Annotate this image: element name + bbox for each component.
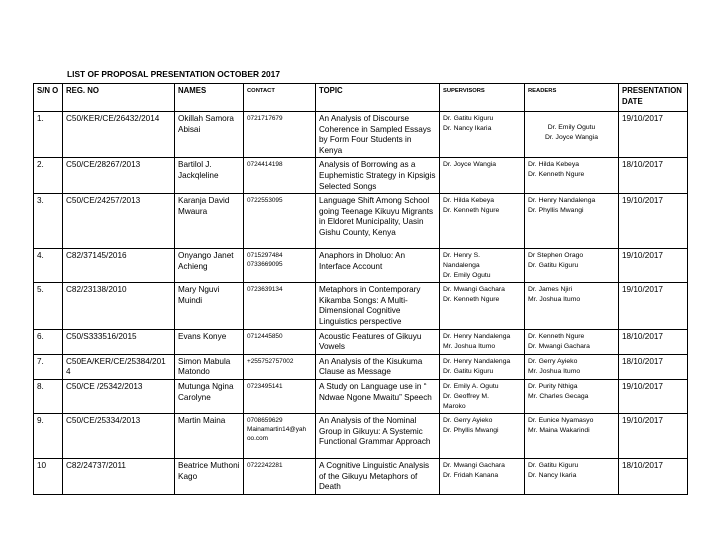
- cell-sno: 2.: [34, 158, 63, 194]
- reader-name: Dr. Emily Ogutu: [547, 124, 596, 131]
- cell-reg-no: C50EA/KER/CE/25384/201 4: [63, 354, 175, 379]
- cell-supervisors: [440, 379, 525, 413]
- reader-name: Dr. Gatitu Kiguru: [528, 461, 579, 469]
- cell-name: Martin Maina: [175, 413, 244, 458]
- email-address: oo.com: [247, 434, 268, 442]
- table-row: [34, 283, 688, 329]
- cell-topic: An Analysis of the Nominal Group in Gikuyu: A Systemic Functional Grammar Approach: [316, 413, 440, 458]
- header-names: NAMES: [175, 84, 244, 112]
- cell-date: 18/10/2017: [619, 158, 688, 194]
- header-topic: TOPIC: [316, 84, 440, 112]
- cell-sno: 1.: [34, 112, 63, 158]
- reader-name: Dr. Henry Nandalenga: [528, 197, 596, 205]
- cell-supervisors: [440, 194, 525, 249]
- supervisor-name: Dr. Gerry Ayieko: [443, 416, 493, 424]
- cell-contact: 0722242281: [244, 458, 316, 494]
- supervisor-name: Dr. Henry S.: [443, 252, 481, 260]
- cell-name: Simon Mabula Matondo: [175, 354, 244, 379]
- cell-reg-no: C50/CE/24257/2013: [63, 194, 175, 249]
- cell-reg-no: C82/37145/2016: [63, 249, 175, 283]
- cell-readers: [525, 458, 619, 494]
- cell-contact: 0724414198: [244, 158, 316, 194]
- header-reg-no: REG. NO: [63, 84, 175, 112]
- cell-readers: [525, 329, 619, 354]
- supervisor-name: Maroko: [443, 402, 466, 410]
- table-row: [34, 379, 688, 413]
- cell-reg-no: C50/KER/CE/26432/2014: [63, 112, 175, 158]
- header-supervisors: SUPERVISORS: [440, 84, 525, 112]
- cell-topic: A Study on Language use in “ Ndwae Ngone Mwaitu” Speech: [316, 379, 440, 413]
- supervisor-name: Dr. Hilda Kebeya: [443, 197, 495, 205]
- supervisor-name: Dr. Mwangi Gachara: [443, 286, 505, 294]
- supervisor-name: Nandalenga: [443, 262, 480, 270]
- table-row: [34, 112, 688, 158]
- supervisor-name: Mr. Joshua Itumo: [443, 342, 496, 350]
- cell-sno: 9.: [34, 413, 63, 458]
- cell-sno: 3.: [34, 194, 63, 249]
- cell-supervisors: [440, 354, 525, 379]
- reader-name: Dr. Gatitu Kiguru: [528, 262, 579, 270]
- reader-name: Dr. James Njiri: [528, 286, 573, 294]
- cell-name: Karanja David Mwaura: [175, 194, 244, 249]
- reader-name: Dr. Gerry Ayieko: [528, 357, 578, 365]
- cell-date: 18/10/2017: [619, 354, 688, 379]
- cell-readers: [525, 112, 619, 158]
- table-row: [34, 413, 688, 458]
- cell-reg-no: C82/24737/2011: [63, 458, 175, 494]
- cell-topic: Language Shift Among School going Teenage Kikuyu Migrants in Eldoret Municipality, Uasin Gishu County, Kenya: [316, 194, 440, 249]
- reader-name: Dr. Purity Nthiga: [528, 382, 578, 390]
- cell-name: Okillah Samora Abisai: [175, 112, 244, 158]
- reader-name: Dr. Kenneth Ngure: [528, 332, 585, 340]
- supervisor-name: Dr. Kenneth Ngure: [443, 207, 500, 215]
- cell-sno: 6.: [34, 329, 63, 354]
- supervisor-name: Dr. Geoffrey M.: [443, 392, 489, 400]
- phone-number: 0733669095: [247, 261, 283, 269]
- cell-name: Onyango Janet Achieng: [175, 249, 244, 283]
- cell-reg-no: C50/CE /25342/2013: [63, 379, 175, 413]
- cell-contact: 0722553095: [244, 194, 316, 249]
- table-row: [34, 158, 688, 194]
- header-readers: READERS: [525, 84, 619, 112]
- reader-name: Dr. Phyllis Mwangi: [528, 207, 584, 215]
- cell-date: 19/10/2017: [619, 194, 688, 249]
- supervisor-name: Dr. Gatitu Kiguru: [443, 367, 494, 375]
- cell-readers: [525, 249, 619, 283]
- document-title: LIST OF PROPOSAL PRESENTATION OCTOBER 2017: [67, 69, 280, 79]
- cell-readers: [525, 283, 619, 329]
- table-row: [34, 249, 688, 283]
- supervisor-name: Dr. Kenneth Ngure: [443, 296, 500, 304]
- cell-reg-no: C50/S333516/2015: [63, 329, 175, 354]
- header-presentation-date: PRESENTATION DATE: [619, 84, 688, 112]
- cell-name: Mutunga Ngina Carolyne: [175, 379, 244, 413]
- header-contact: CONTACT: [244, 84, 316, 112]
- cell-date: 19/10/2017: [619, 249, 688, 283]
- supervisor-name: Dr. Joyce Wangia: [443, 161, 497, 169]
- cell-supervisors: [440, 249, 525, 283]
- cell-contact: +255752757002: [244, 354, 316, 379]
- cell-date: 19/10/2017: [619, 413, 688, 458]
- cell-supervisors: [440, 158, 525, 194]
- cell-readers: [525, 194, 619, 249]
- cell-topic: Metaphors in Contemporary Kikamba Songs: A Multi-Dimensional Cognitive Linguistics perspective: [316, 283, 440, 329]
- reader-name: Dr. Kenneth Ngure: [528, 171, 585, 179]
- cell-supervisors: [440, 413, 525, 458]
- cell-contact: 0723495141: [244, 379, 316, 413]
- cell-name: Evans Konye: [175, 329, 244, 354]
- cell-readers: [525, 354, 619, 379]
- cell-name: Beatrice Muthoni Kago: [175, 458, 244, 494]
- table-row: [34, 194, 688, 249]
- cell-reg-no: C50/CE/25334/2013: [63, 413, 175, 458]
- cell-date: 19/10/2017: [619, 283, 688, 329]
- cell-date: 18/10/2017: [619, 329, 688, 354]
- cell-sno: 4.: [34, 249, 63, 283]
- cell-topic: Analysis of Borrowing as a Euphemistic Strategy in Kipsigis Selected Songs: [316, 158, 440, 194]
- reader-name: Dr. Hilda Kebeya: [528, 161, 580, 169]
- table-header-row: [34, 84, 688, 112]
- cell-topic: An Analysis of Discourse Coherence in Sampled Essays by Form Four Students in Kenya: [316, 112, 440, 158]
- supervisor-name: Dr. Emily A. Ogutu: [443, 382, 499, 390]
- supervisor-name: Dr. Phyllis Mwangi: [443, 426, 499, 434]
- cell-readers: [525, 413, 619, 458]
- supervisor-name: Dr. Emily Ogutu: [443, 272, 491, 280]
- supervisor-name: Dr. Mwangi Gachara: [443, 461, 505, 469]
- cell-contact: 0712445850: [244, 329, 316, 354]
- reader-name: Mr. Maina Wakarindi: [528, 426, 590, 434]
- cell-topic: A Cognitive Linguistic Analysis of the Gikuyu Metaphors of Death: [316, 458, 440, 494]
- cell-contact: [244, 249, 316, 283]
- cell-sno: 7.: [34, 354, 63, 379]
- phone-number: 0708659629: [247, 416, 283, 424]
- supervisor-name: Dr. Fridah Kanana: [443, 471, 499, 479]
- cell-contact: 0723639134: [244, 283, 316, 329]
- reader-name: Mr. Joshua Itumo: [528, 367, 581, 375]
- cell-readers: [525, 158, 619, 194]
- cell-sno: 10: [34, 458, 63, 494]
- reader-name: Dr. Eunice Nyamasyo: [528, 416, 594, 424]
- reader-name: Dr Stephen Orago: [528, 252, 584, 260]
- header-sno: S/N O: [34, 84, 63, 112]
- cell-reg-no: C50/CE/28267/2013: [63, 158, 175, 194]
- supervisor-name: Dr. Henry Nandalenga: [443, 357, 511, 365]
- reader-name: Dr. Joyce Wangia: [544, 134, 598, 141]
- presentation-table: [33, 83, 688, 495]
- reader-name: Dr. Nancy Ikaria: [528, 471, 577, 479]
- cell-topic: An Analysis of the Kisukuma Clause as Message: [316, 354, 440, 379]
- phone-number: 0715297484: [247, 252, 283, 260]
- cell-name: Mary Nguvi Muindi: [175, 283, 244, 329]
- cell-reg-no: C82/23138/2010: [63, 283, 175, 329]
- cell-supervisors: [440, 458, 525, 494]
- cell-supervisors: [440, 329, 525, 354]
- supervisor-name: Dr. Nancy Ikaria: [443, 125, 492, 132]
- table-row: [34, 329, 688, 354]
- cell-contact: 0721717679: [244, 112, 316, 158]
- cell-sno: 5.: [34, 283, 63, 329]
- reader-name: Mr. Charles Gecaga: [528, 392, 589, 400]
- reader-name: Dr. Mwangi Gachara: [528, 342, 590, 350]
- cell-topic: Anaphors in Dholuo: An Interface Account: [316, 249, 440, 283]
- cell-date: 19/10/2017: [619, 112, 688, 158]
- table-row: [34, 458, 688, 494]
- cell-topic: Acoustic Features of Gikuyu Vowels: [316, 329, 440, 354]
- cell-sno: 8.: [34, 379, 63, 413]
- cell-date: 18/10/2017: [619, 458, 688, 494]
- email-address: Mainamartin14@yah: [247, 425, 307, 433]
- supervisor-name: Dr. Henry Nandalenga: [443, 332, 511, 340]
- supervisor-name: Dr. Gatitu Kiguru: [443, 115, 494, 122]
- cell-date: 19/10/2017: [619, 379, 688, 413]
- table-row: [34, 354, 688, 379]
- cell-supervisors: [440, 112, 525, 158]
- cell-supervisors: [440, 283, 525, 329]
- reader-name: Mr. Joshua Itumo: [528, 296, 581, 304]
- cell-readers: [525, 379, 619, 413]
- cell-name: Bartilol J. Jackqleline: [175, 158, 244, 194]
- cell-contact: [244, 413, 316, 458]
